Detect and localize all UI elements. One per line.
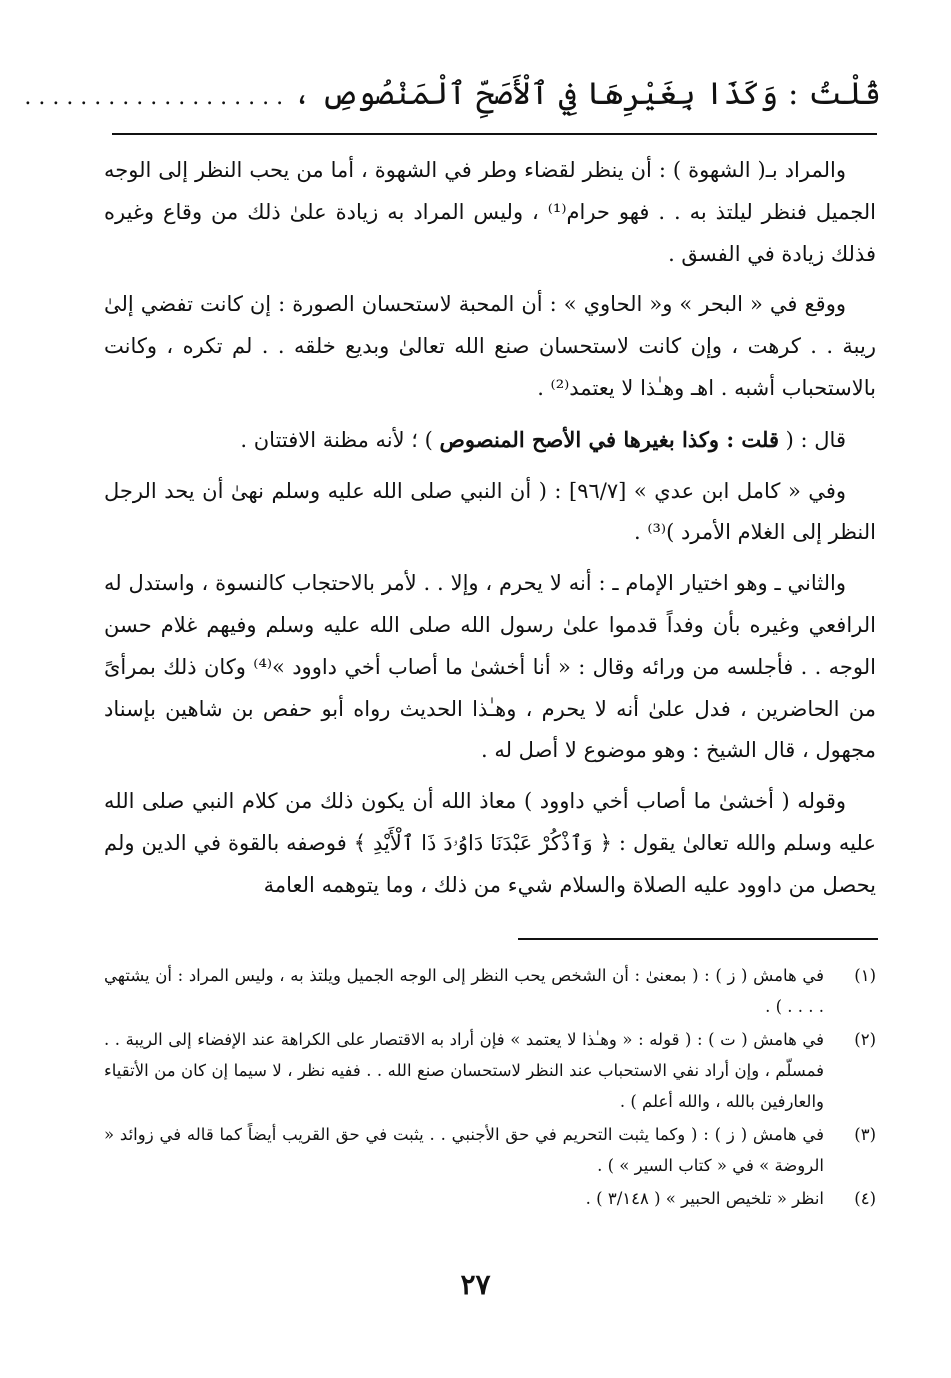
- main-text: [104, 150, 876, 916]
- paragraph: وفي « كامل ابن عدي » [٩٦/٧] : ( أن النبي صلى الله عليه وسلم نهىٰ أن يحد الرجل النظر إلى الغلام الأمرد )⁽³⁾ .: [104, 478, 876, 545]
- paragraph: ووقع في « البحر » و« الحاوي » : أن المحبة لاستحسان الصورة : إن كانت تفضي إلىٰ ريبة . . كرهت ، وإن كانت لاستحسان صنع الله تعالىٰ وبديع خلقه . . لم تكره ، وكانت بالاستحباب أشبه . اهـ وهـٰذا لا يعتمد⁽²⁾ .: [104, 292, 876, 400]
- footnote-number: (٢): [854, 1030, 876, 1049]
- running-header: [24, 68, 881, 120]
- footnote-number: (٤): [854, 1189, 876, 1208]
- paragraph: [104, 419, 876, 462]
- footnote-text: في هامش ( ز ) : ( وكما يثبت التحريم في حق الأجنبي . . يثبت في حق القريب أيضاً كما قاله في زوائد « الروضة » في « كتاب السير » ) .: [104, 1125, 824, 1175]
- footnote-number: (١): [854, 966, 876, 985]
- header-title: قُلْتُ : وَكَذَا بِغَيْرِهَا فِي ٱلْأَصَحِّ ٱلْمَنْصُوصِ ،: [292, 76, 881, 112]
- matn-open: قال : (: [779, 427, 846, 452]
- footnote-number: (٣): [854, 1125, 876, 1144]
- header-rule: [112, 133, 877, 135]
- footnote-text: في هامش ( ز ) : ( بمعنىٰ : أن الشخص يحب النظر إلى الوجه الجميل ويلتذ به ، وليس المراد : أن يشتهي . . . . ) .: [104, 966, 824, 1016]
- footnote: [104, 960, 876, 1022]
- paragraph: والمراد بـ( الشهوة ) : أن ينظر لقضاء وطر في الشهوة ، أما من يحب النظر إلى الوجه الجميل فنظر ليلتذ به . . فهو حرام⁽¹⁾ ، وليس المراد به زيادة علىٰ ذلك من وقاع وغيره فذلك زيادة في الفسق .: [104, 158, 876, 266]
- footnote: [104, 1183, 876, 1214]
- footnote-text: في هامش ( ت ) : ( قوله : « وهـٰذا لا يعتمد » فإن أراد به الاقتصار على الكراهة عند الإفضاء إلى الريبة . . فمسلّم ، وإن أراد نفي الاستحباب عند النظر لاستحسان صنع الله . . ففيه نظر ، لا سيما إن كان من الأتقياء والعارفين بالله ، والله أعلم ) .: [104, 1030, 824, 1111]
- paragraph: وقوله ( أخشىٰ ما أصاب أخي داوود ) معاذ الله أن يكون ذلك من كلام النبي صلى الله عليه وسلم والله تعالىٰ يقول : ﴿ وَٱذْكُرْ عَبْدَنَا دَاوُۥدَ ذَا ٱلْأَيْدِ ﴾ فوصفه بالقوة في الدين ولم يحصل من داوود عليه الصلاة والسلام شيء من ذلك ، وما يتوهمه العامة: [104, 789, 876, 897]
- page-number: ٢٧: [460, 1268, 491, 1301]
- matn-quote: قلت : وكذا بغيرها في الأصح المنصوص: [439, 426, 779, 452]
- footnote-rule: [518, 938, 878, 940]
- header-dots: . . . . . . . . . . . . . . . . . . .: [24, 85, 284, 110]
- paragraph: والثاني ـ وهو اختيار الإمام ـ : أنه لا يحرم ، وإلا . . لأمر بالاحتجاب كالنسوة ، واستدل له الرافعي وغيره بأن وفداً قدموا علىٰ رسول الله صلى الله عليه وسلم وفيهم غلام حسن الوجه . . فأجلسه من ورائه وقال : « أنا أخشىٰ ما أصاب أخي داوود »⁽⁴⁾ وكان ذلك بمرأىً من الحاضرين ، فدل علىٰ أنه لا يحرم ، وهـٰذا الحديث رواه أبو حفص بن شاهين بإسناد مجهول ، قال الشيخ : وهو موضوع لا أصل له .: [104, 571, 876, 763]
- matn-close: ) ؛ لأنه مظنة الافتتان .: [240, 427, 440, 452]
- footnote: [104, 1119, 876, 1181]
- footnotes: [104, 960, 876, 1216]
- footnote: [104, 1024, 876, 1117]
- footnote-text: انظر « تلخيص الحبير » ( ٣/١٤٨ ) .: [585, 1189, 824, 1208]
